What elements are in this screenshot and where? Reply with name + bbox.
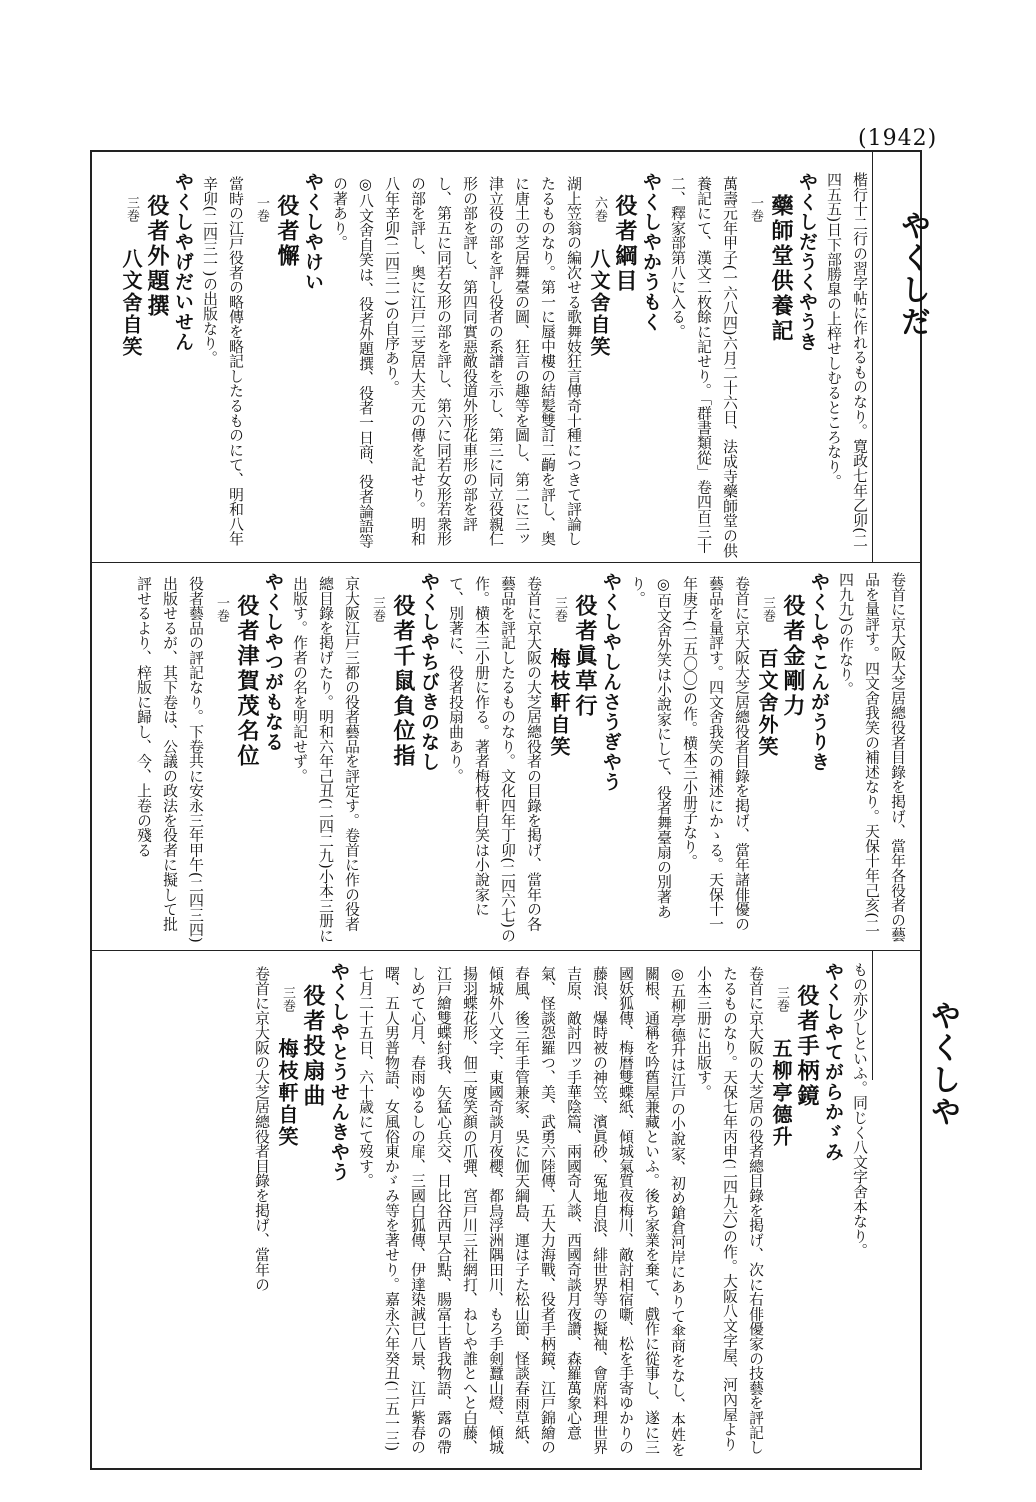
- entry-volumes: 一巻: [254, 196, 269, 222]
- entry-title: 役者投扇曲: [300, 984, 326, 1109]
- entry: [119, 172, 196, 558]
- section-tab-top: やくしだ: [895, 210, 930, 338]
- entry-reading: やくしやこんがうりき: [808, 572, 830, 772]
- entry: [326, 172, 664, 558]
- entry-body: 卷首に京大阪大芝居總役者目錄を掲げ、當年諸俳優の藝品を量評す。四文舍我笑の補述にかゝる。天保十一年庚子(二五〇〇)の作。横本三小册子なり。: [681, 576, 750, 932]
- entry-reading: やくしやしんさうぎやう: [600, 572, 622, 792]
- entry-volumes: 三巻: [774, 986, 789, 1012]
- entry-author: 五柳亭德升: [769, 1038, 793, 1148]
- band-middle: [110, 572, 910, 944]
- entry-reading: やくしやとうせんきやう: [328, 962, 350, 1182]
- entry-author: 梅枝軒自笑: [275, 1038, 299, 1148]
- entry-reading: やくしやちびきのなし: [418, 572, 440, 772]
- entry-author: 百文舍外笑: [755, 648, 779, 758]
- entry-volumes: 三巻: [124, 196, 139, 222]
- entry-title: 役者津賀茂名位: [234, 594, 260, 769]
- entry-volumes: 三巻: [280, 986, 295, 1012]
- entry-reading: やくしやかうもく: [640, 172, 662, 332]
- entry-body: 湖上笠翁の編次せる歌舞妓狂言傳奇十種につきて評論したるものなり。第一に蜃中樓の結髪雙訂二齣を評し、奥に唐土の芝居舞臺の圖、狂言の趣等を圖し、第二に三ッ津立役の部を評し役者の系譜を示し、第三に同立役親仁形の部を評し、第四同實惡敵役道外形花車形の部を評し、第五に同若女形の部を評し、第六に同若女形若衆形の部を評し、奥に江戸三芝居大夫元の傳を記せり。明和八年辛卯(二四三一)の自序あり。: [383, 176, 582, 546]
- entry-volumes: 六巻: [592, 196, 607, 222]
- band-bottom: [110, 962, 872, 1462]
- entry-reading: やくしだうくやうき: [796, 172, 818, 352]
- entry: [130, 572, 286, 944]
- divider-top: [90, 562, 922, 563]
- entry-note: ◎八文舍自笑は、役者外題撰、役者一日商、役者論語等の著あり。: [331, 176, 374, 549]
- entry: [624, 572, 832, 944]
- entry-volumes: 三巻: [370, 596, 385, 622]
- entry-body: 當時の江戸役者の略傳を略記したるものにて、明和八年辛卯(二四三一)の出版なり。: [201, 176, 244, 546]
- entry-reading: やくしやげだいせん: [172, 172, 194, 352]
- entry-body: 萬壽元年甲子(一六八四)六月二十六日、法成寺藥師堂の供養記にて、漢文二枚餘に記せり。「群書類從」卷四百三十二、釋家部第八に入る。: [669, 176, 738, 558]
- entry-title: 役者外題撰: [144, 194, 170, 319]
- continuation-text: 楷行十二行の習字帖に作れるものなり。寛政七年乙卯(二四五五)日下部勝皐の上梓せしむるところなり。: [825, 172, 868, 548]
- section-tab-bottom: やくしや: [925, 1000, 960, 1128]
- tab-rule-top: [872, 150, 873, 562]
- entry-volumes: 一巻: [214, 596, 229, 622]
- entry-title: 役者綱目: [612, 194, 638, 294]
- entry-body: 京大阪江戸三都の役者藝品を評定す。卷首に作の役者總目錄を掲げたり。明和六年己丑(二四二九)小本三册に出版す。作者の名を明記せず。: [291, 576, 360, 943]
- tab-rule-bottom: [872, 950, 873, 1080]
- entry-title: 藥師堂供養記: [768, 194, 794, 344]
- entry-body: 卷首に京大阪の大芝居の役者總目錄を掲げ、次に右俳優家の技藝を評記したるものなり。天保七年丙申(二四九六)の作。大阪八文字屋、河內屋より小本三册に出版す。: [695, 966, 764, 1455]
- entry-body: 役者藝品の評記なり。下卷共に安永三年甲午(二四三四)出版せるが、其下卷は、公議の政法を役者に擬して批評せるより、梓版に歸し、今、上卷の殘る: [135, 576, 204, 943]
- entry: [248, 962, 352, 1462]
- entry-title: 役者千鼠負位指: [390, 594, 416, 769]
- entry-title: 役者金剛力: [780, 594, 806, 719]
- entry: [286, 572, 442, 944]
- entry-note: ◎五柳亭德升は江戸の小說家、初め鎗倉河岸にありて傘商をなし、本姓を關根、通稱を吟舊屋兼藏といふ。後ち家業を棄て、戲作に從事し、遂に三國妖狐傳、梅暦雙蝶紙、傾城氣質夜梅川、敵討相宿噺、松を手寄ゆかりの藤浪、爆時被の神笠、濱眞砂、冤地自浪、緋世界等の擬袖、會席料理世界吉原、敵討四ッ手華陰篇、兩國奇人談、西國奇談月夜讚、森羅萬象心意氣、怪談怨羅つ、美、武勇六陸傳、五大力海戰、役者手柄鏡、江戸錦繪の春風、後三年手管兼家、吳に伽天綱島、運は子た松山節、怪談春雨草紙、傾城外八文字、東國奇談月夜櫻、都鳥浮洲隅田川、もろ手剣蠶山燈、傾城揚羽蝶花形、佃二度笑顔の爪彈、宮戸川三社網打、ねしや誰とへと白藤、江戸繪雙蝶紂我、矢猛心兵交、日比谷西早合點、腸富士皆我物語、露の帶しめて心月、春雨ゆるしの扉、三國白狐傳、伊達染誠巳八景、江戸紫春の曙、五人男普物語、女風俗東かゞみ等を著せり。嘉永六年癸丑(二五一三)七月二十五日、六十歳にて歿す。: [357, 966, 686, 1457]
- entry-body: 卷首に京大阪の大芝居總役者の目錄を掲げ、當年の各藝品を評記したるものなり。文化四年丁卯(二四六七)の作。横本三小册に作る。著者梅枝軒自笑は小說家にて、別著に、役者投扇曲あり。: [447, 576, 542, 943]
- entry-reading: やくしやつがもなる: [262, 572, 284, 752]
- entry-note: ◎百文舍外笑は小說家にして、役者舞臺扇の別著あり。: [629, 576, 672, 919]
- continuation-text: もの亦少しといふ。同じく八文字舍本なり。: [851, 962, 868, 1258]
- entry: [664, 172, 820, 558]
- entry-author: 八文舍自笑: [119, 248, 143, 358]
- entry: [196, 172, 326, 558]
- entry-volumes: 三巻: [552, 596, 567, 622]
- entry: [352, 962, 846, 1462]
- entry-title: 役者眞草行: [572, 594, 598, 719]
- entry-reading: やくしやけい: [302, 172, 324, 292]
- entry-title: 役者懈: [274, 194, 300, 269]
- entry-title: 役者手柄鏡: [794, 984, 820, 1109]
- entry-volumes: 三巻: [760, 596, 775, 622]
- entry-reading: やくしやてがらかゞみ: [822, 962, 844, 1162]
- entry-volumes: 一巻: [748, 196, 763, 222]
- entry-body: 卷首に京大阪の大芝居總役者目錄を掲げ、當年の: [253, 966, 270, 1292]
- page-number: (1942): [858, 126, 938, 151]
- continuation-text: 卷首に京大阪大芝居總役者目錄を掲げ、當年各役者の藝品を量評す。四文舍我笑の補述なり。天保十年己亥(二四九九)の作なり。: [837, 572, 906, 942]
- entry: [442, 572, 624, 944]
- entry-author: 梅枝軒自笑: [547, 648, 571, 758]
- divider-bottom: [90, 950, 922, 951]
- band-top: [110, 172, 872, 558]
- entry-author: 八文舍自笑: [587, 248, 611, 358]
